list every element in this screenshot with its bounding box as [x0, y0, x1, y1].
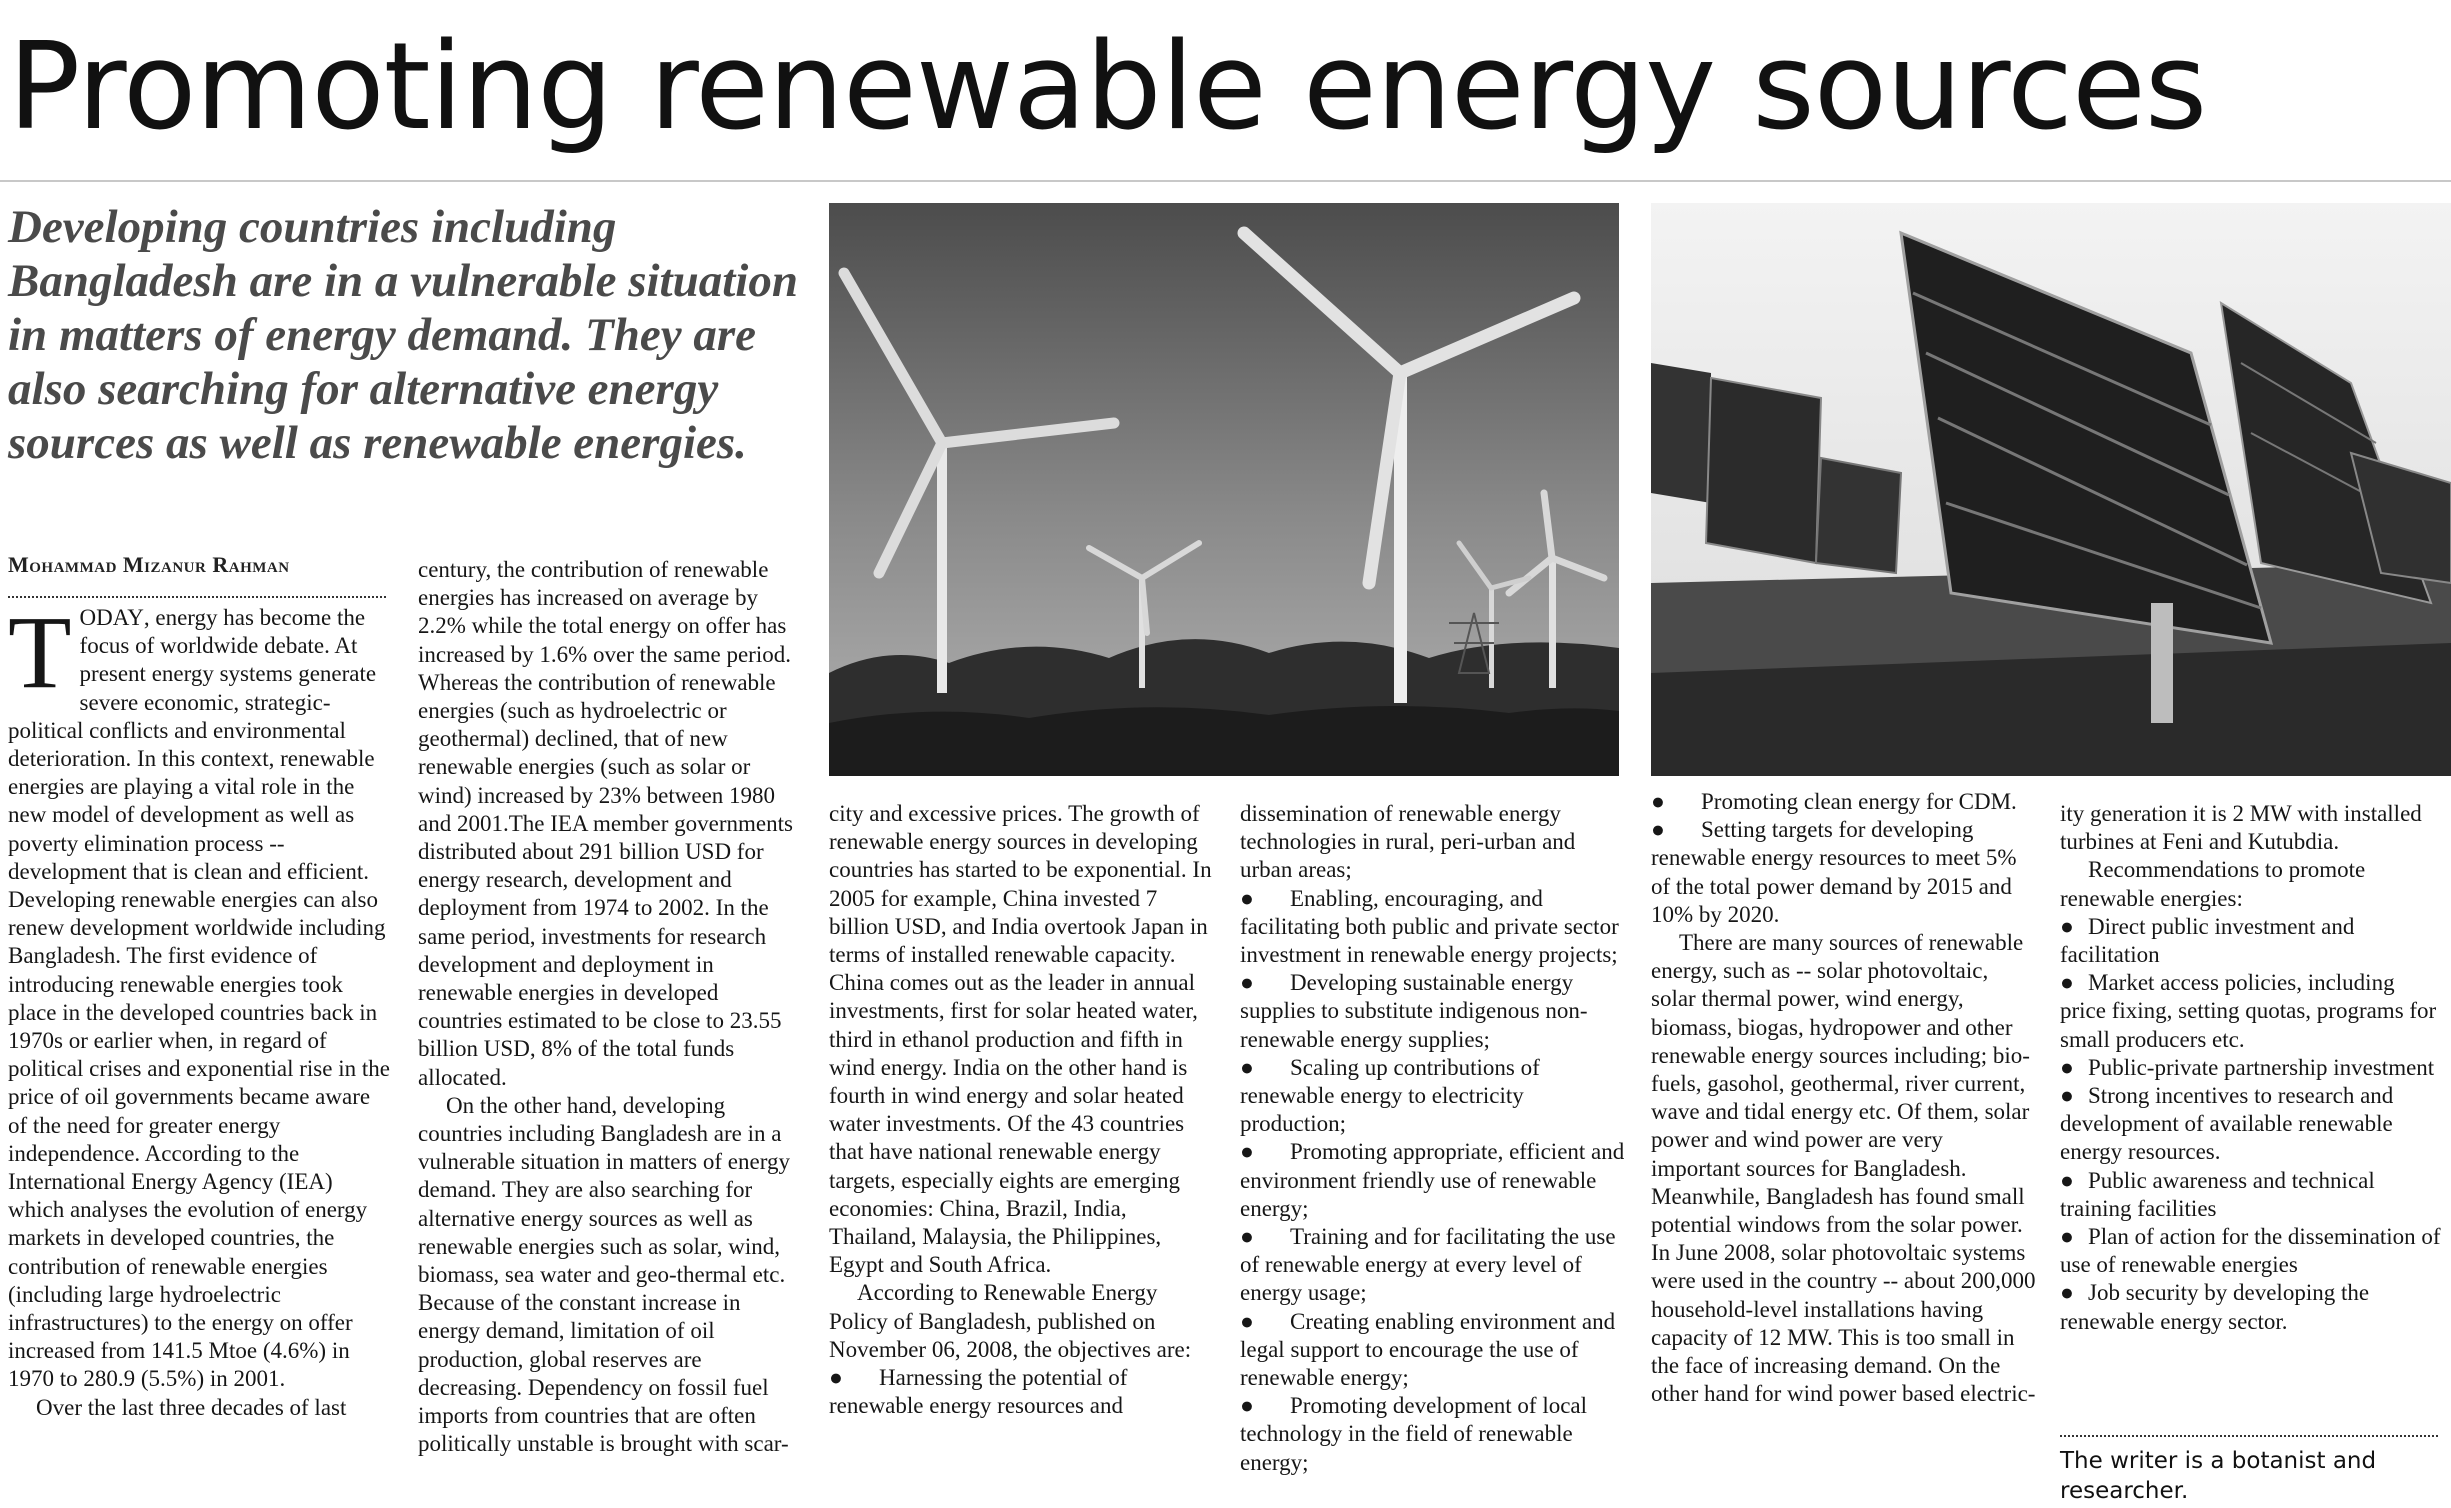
col3-paragraph-2: According to Renewable Energy Policy of Bangladesh, published on November 06, 2008, the objectives are:: [829, 1280, 1192, 1362]
list-item: ● Market access policies, including price fixing, setting quotas, programs for small producers etc.: [2060, 970, 2437, 1052]
list-item: ● Direct public investment and facilitation: [2060, 913, 2355, 968]
list-item: ● Creating enabling environment and legal support to encourage the use of renewable energy;: [1240, 1308, 1616, 1391]
bullet-icon: ●: [2060, 1167, 2074, 1193]
solar-panels-photo: [1651, 203, 2451, 776]
author-note: The writer is a botanist and researcher.: [2060, 1448, 2377, 1504]
lead-in: ODAY: [79, 605, 144, 630]
bullet-icon: ●: [1240, 1139, 1254, 1165]
column-4: [1240, 800, 1625, 1508]
col1-paragraph-1: TODAY, energy has become the focus of worldwide debate. At present energy systems generate severe economic, strategic-political conflicts and environmental deterioration. In this context, renewable energies are playing a vital role in the new model of development as well as poverty elimination process -- development that is clean and efficient.: [8, 604, 377, 884]
list-item: ● Enabling, encouraging, and facilitating both public and private sector investment in renewable energy projects;: [1240, 885, 1619, 968]
col6-paragraph-1: ity generation it is 2 MW with installed turbines at Feni and Kutubdia.: [2060, 801, 2422, 855]
col6-paragraph-2: Recommendations to promote renewable energies:: [2060, 857, 2366, 911]
list-item: ● Developing sustainable energy supplies to substitute indigenous non-renewable energy supplies;: [1240, 970, 1588, 1052]
list-item: ● Setting targets for developing renewable energy resources to meet 5% of the total power demand by 2015 and 10% by 2020.: [1651, 817, 2017, 927]
bullet-icon: ●: [1240, 1393, 1254, 1419]
list-item: ● Training and for facilitating the use of renewable energy at every level of energy usage;: [1240, 1224, 1616, 1306]
column-3: [829, 800, 1214, 1508]
column-5: [1651, 788, 2036, 1508]
column-6: [2060, 800, 2445, 1430]
list-item: ● Promoting clean energy for CDM.: [1651, 788, 2036, 816]
bullet-icon: ●: [2060, 913, 2074, 939]
bullet-icon: ●: [1240, 970, 1254, 996]
bullet-icon: ●: [2060, 1224, 2074, 1250]
bullet-icon: ●: [1651, 817, 1665, 843]
list-item: ● Promoting appropriate, efficient and environment friendly use of renewable energy;: [1240, 1139, 1625, 1221]
list-item: ● Public awareness and technical training facilities: [2060, 1167, 2375, 1221]
bullet-icon: ●: [1240, 1054, 1254, 1080]
bullet-icon: ●: [2060, 1280, 2074, 1306]
bullet-icon: ●: [1240, 1308, 1254, 1334]
headline: Promoting renewable energy sources: [8, 18, 2207, 157]
list-item: ● Plan of action for the dissemination of use of renewable energies: [2060, 1224, 2441, 1278]
bullet-icon: ●: [2060, 970, 2074, 996]
col2-paragraph-2: On the other hand, developing countries including Bangladesh are in a vulnerable situation in matters of energy demand. They are also searching for alternative energy sources as well as renewable energies such as solar, wind, biomass, sea water and geo-thermal etc. Because of the constant increase in energy demand, limitation of oil production, global reserves are decreasing. Dependency on fossil fuel imports from countries that are often politically unstable is brought with scar-: [418, 1092, 790, 1457]
bullet-icon: ●: [1651, 789, 1665, 814]
list-item: ● Public-private partnership investment: [2060, 1054, 2445, 1082]
bullet-icon: ●: [829, 1365, 843, 1391]
bullet-icon: ●: [1240, 885, 1254, 911]
intro-standfirst: Developing countries including Bangladesh are in a vulnerable situation in matters of energy demand. They are also searching for alternative energy sources as well as renewable energies.: [8, 201, 799, 469]
col3-paragraph-1: city and excessive prices. The growth of renewable energy sources in developing countries has started to be exponential. In 2005 for example, China invested 7 billion USD, and India overtook Japan in terms of installed renewable capacity. China comes out as the leader in annual investments, first for solar heated water, third in ethanol production and fifth in wind energy. India on the other hand is fourth in wind energy and solar heated water investments. Of the 43 countries that have national renewable energy targets, especially eights are emerging economies: China, Brazil, India, Thailand, Malaysia, the Philippines, Egypt and South Africa.: [829, 801, 1212, 1278]
list-item: ● Promoting development of local technology in the field of renewable energy;: [1240, 1393, 1588, 1475]
list-item: ● Strong incentives to research and development of available renewable energy resources.: [2060, 1083, 2394, 1165]
footer-rule: [2060, 1435, 2438, 1437]
list-item: ● Scaling up contributions of renewable energy to electricity production;: [1240, 1054, 1540, 1137]
bullet-icon: ●: [2060, 1083, 2074, 1109]
list-item: ● Harnessing the potential of renewable energy resources and: [829, 1365, 1128, 1419]
drop-cap: T: [8, 604, 72, 710]
col2-paragraph-1: century, the contribution of renewable energies has increased on average by 2.2% while the total energy on offer has increased by 1.6% over the same period. Whereas the contribution of renewable energies (such as hydroelectric or geothermal) declined, that of new renewable energies (such as solar or wind) increased by 23% between 1980 and 2001.The IEA member governments distributed about 291 billion USD for energy research, development and deployment from 1974 to 2002. In the same period, investments for research development and deployment in renewable energies in developed countries estimated to be close to 23.55 billion USD, 8% of the total funds allocated.: [418, 557, 793, 1090]
col5-paragraph-1: There are many sources of renewable energy, such as -- solar photovoltaic, solar thermal power, wind energy, biomass, biogas, hydropower and other renewable energy sources including; bio-fuels, gasohol, geothermal, river current, wave and tidal energy etc. Of them, solar power and wind power are very important sources for Bangladesh. Meanwhile, Bangladesh has found small potential windows from the solar power. In June 2008, solar photovoltaic systems were used in the country -- about 200,000 household-level installations having capacity of 12 MW. This is too small in the face of increasing demand. On the other hand for wind power based electric-: [1651, 930, 2036, 1407]
col1-paragraph-2: Developing renewable energies can also renew development worldwide including Bangladesh. The first evidence of introducing renewable energies took place in the developed countries back in 1970s or earlier when, in regard of political crises and exponential rise in the price of oil governments became aware of the need for greater energy independence. According to the International Energy Agency (IEA) which analyses the evolution of energy markets in developed countries, the contribution of renewable energies (including large hydroelectric infrastructures) to the energy on offer increased from 141.5 Mtoe (4.6%) in 1970 to 280.9 (5.5%) in 2001.: [8, 887, 390, 1392]
list-item: ● Job security by developing the renewable energy sector.: [2060, 1280, 2370, 1334]
byline: Mohammad Mizanur Rahman: [8, 552, 290, 577]
bullet-icon: ●: [1240, 1224, 1254, 1250]
column-2: [418, 556, 803, 1508]
col1-paragraph-3: Over the last three decades of last: [36, 1394, 347, 1420]
col4-paragraph-1: dissemination of renewable energy technologies in rural, peri-urban and urban areas;: [1240, 801, 1576, 883]
headline-rule: [0, 180, 2451, 182]
byline-rule: [8, 596, 386, 598]
wind-turbines-photo: [829, 203, 1619, 776]
column-1: [8, 604, 393, 1508]
bullet-icon: ●: [2060, 1054, 2074, 1080]
